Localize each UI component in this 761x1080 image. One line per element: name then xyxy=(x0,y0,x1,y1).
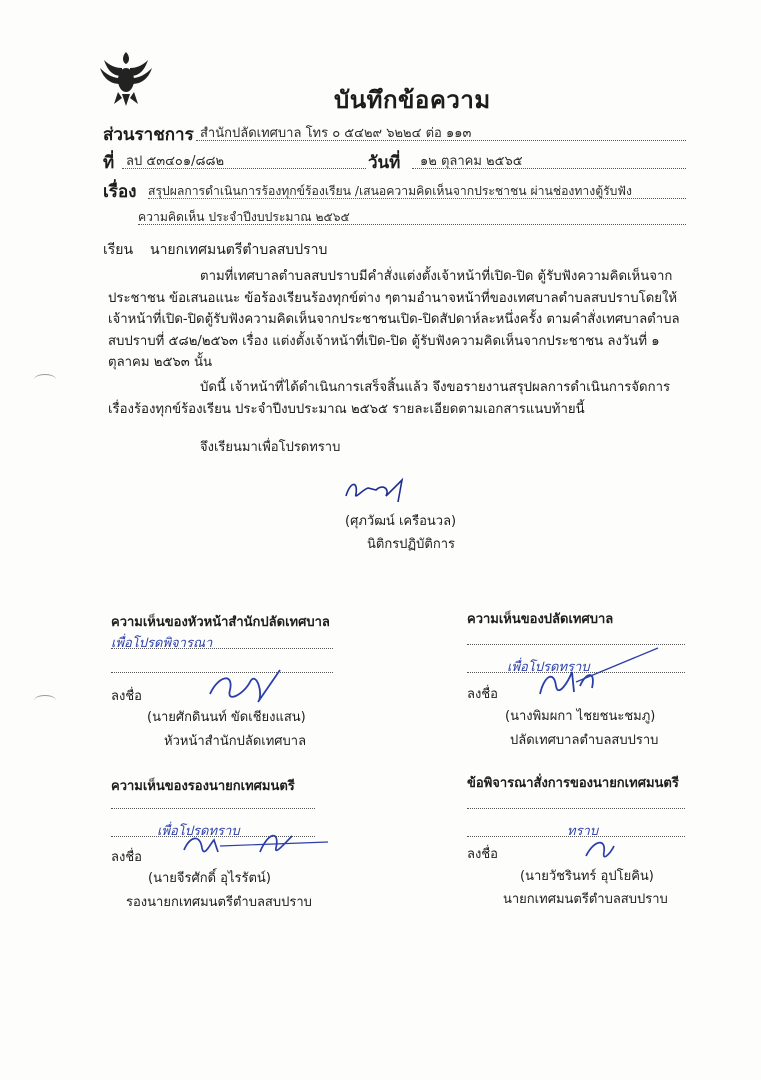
hole-punch-mark-top xyxy=(34,374,56,385)
mayor-line-2 xyxy=(467,820,685,837)
date-label: วันที่ xyxy=(368,153,401,173)
head-office-handwriting: เพื่อโปรดพิจารณา xyxy=(111,636,213,651)
subject-label: เรื่อง xyxy=(103,182,137,202)
clerk-position: ปลัดเทศบาลตำบลสบปราบ xyxy=(510,733,659,748)
signer-name: (ศุภวัฒน์ เครือนวล) xyxy=(345,514,457,529)
mayor-position: นายกเทศมนตรีตำบลสบปราบ xyxy=(503,892,668,907)
clerk-heading: ความเห็นของปลัดเทศบาล xyxy=(467,612,614,627)
agency-line xyxy=(196,122,686,141)
ref-line xyxy=(122,150,366,169)
hole-punch-mark-bottom xyxy=(34,695,56,706)
memo-title: บันทึกข้อความ xyxy=(334,86,491,114)
mayor-line-1 xyxy=(467,796,685,809)
garuda-emblem xyxy=(96,46,156,108)
subject-text-1: สรุปผลการดำเนินการร้องทุกข์ร้องเรียน /เสนอความคิดเห็นจากประชาชน ผ่านช่องทางตู้รับฟัง xyxy=(148,184,632,198)
body-paragraph-1: ตามที่เทศบาลตำบลสบปราบมีคำสั่งแต่งตั้งเจ้าหน้าที่เปิด-ปิด ตู้รับฟังความคิดเห็นจากประชาชน ข้อเสนอแนะ ข้อร้องเรียนร้องทุกข์ต่าง ๆตามอำนาจหน้าที่ของเทศบาลตำบลสบปราบโดยให้เจ้าหน้าที่เปิด-ปิดตู้รับฟังความคิดเห็นจากประชาชนเปิด-ปิดสัปดาห์ละหนึ่งครั้ง ตามคำสั่งเทศบาลตำบลสบปราบที่ ๕๘๒/๒๕๖๓ เรื่อง แต่งตั้งเจ้าหน้าที่เปิด-ปิด ตู้รับฟังความคิดเห็นจากประชาชน ลงวันที่ ๑ ตุลาคม ๒๕๖๓ นั้น xyxy=(108,269,680,370)
date-value: ๑๒ ตุลาคม ๒๕๖๕ xyxy=(420,154,523,169)
clerk-signature xyxy=(520,642,660,702)
body-paragraph-2: บัดนี้ เจ้าหน้าที่ได้ดำเนินการเสร็จสิ้นแล้ว จึงขอรายงานสรุปผลการดำเนินการจัดการเรื่องร้องทุกข์ร้องเรียน ประจำปีงบประมาณ ๒๕๖๕ รายละเอียดตามเอกสารแนบท้ายนี้ xyxy=(108,380,671,417)
clerk-sign-label: ลงชื่อ xyxy=(467,687,498,702)
mayor-signature xyxy=(580,836,620,864)
agency-value: สำนักปลัดเทศบาล โทร ๐ ๕๔๒๙ ๖๒๒๔ ต่อ ๑๑๓ xyxy=(200,126,472,141)
head-office-signature xyxy=(200,664,290,708)
head-office-name: (นายศักดินนท์ ขัดเชียงแสน) xyxy=(147,710,306,725)
head-office-sign-label: ลงชื่อ xyxy=(111,689,142,704)
signer-signature xyxy=(342,474,422,506)
head-office-position: หัวหน้าสำนักปลัดเทศบาล xyxy=(164,734,307,749)
deputy-mayor-signature xyxy=(180,822,330,862)
ref-label: ที่ xyxy=(103,153,115,173)
head-office-line-1 xyxy=(111,632,333,649)
clerk-name: (นางพิมผกา ไชยชนะชมภู) xyxy=(505,709,656,724)
deputy-mayor-sign-label: ลงชื่อ xyxy=(111,850,142,865)
date-line xyxy=(412,150,686,169)
agency-label: ส่วนราชการ xyxy=(103,125,194,145)
deputy-mayor-handwriting: เพื่อโปรดทราบ xyxy=(157,824,240,839)
subject-line-2 xyxy=(138,206,686,225)
deputy-mayor-heading: ความเห็นของรองนายกเทศมนตรี xyxy=(111,779,295,794)
head-office-heading: ความเห็นของหัวหน้าสำนักปลัดเทศบาล xyxy=(111,615,330,630)
deputy-mayor-position: รองนายกเทศมนตรีตำบลสบปราบ xyxy=(126,895,312,910)
mayor-handwriting: ทราบ xyxy=(567,824,599,839)
to-value: นายกเทศมนตรีตำบลสบปราบ xyxy=(150,242,328,258)
clerk-handwriting: เพื่อโปรดทราบ xyxy=(507,660,590,675)
subject-line-1 xyxy=(148,180,686,199)
closing-line: จึงเรียนมาเพื่อโปรดทราบ xyxy=(200,440,341,455)
mayor-heading: ข้อพิจารณาสั่งการของนายกเทศมนตรี xyxy=(467,776,679,791)
signer-position: นิติกรปฏิบัติการ xyxy=(367,537,456,552)
deputy-mayor-line-1 xyxy=(111,796,315,809)
ref-value: ลป ๕๓๔๐๑/๘๘๒ xyxy=(126,154,225,169)
deputy-mayor-name: (นายจีรศักดิ์ อุไรรัตน์) xyxy=(148,871,271,886)
subject-text-2: ความคิดเห็น ประจำปีงบประมาณ ๒๕๖๕ xyxy=(138,210,350,224)
to-label: เรียน xyxy=(103,242,134,258)
mayor-sign-label: ลงชื่อ xyxy=(467,847,498,862)
mayor-name: (นายวัชรินทร์ อุปโยคิน) xyxy=(520,869,654,884)
